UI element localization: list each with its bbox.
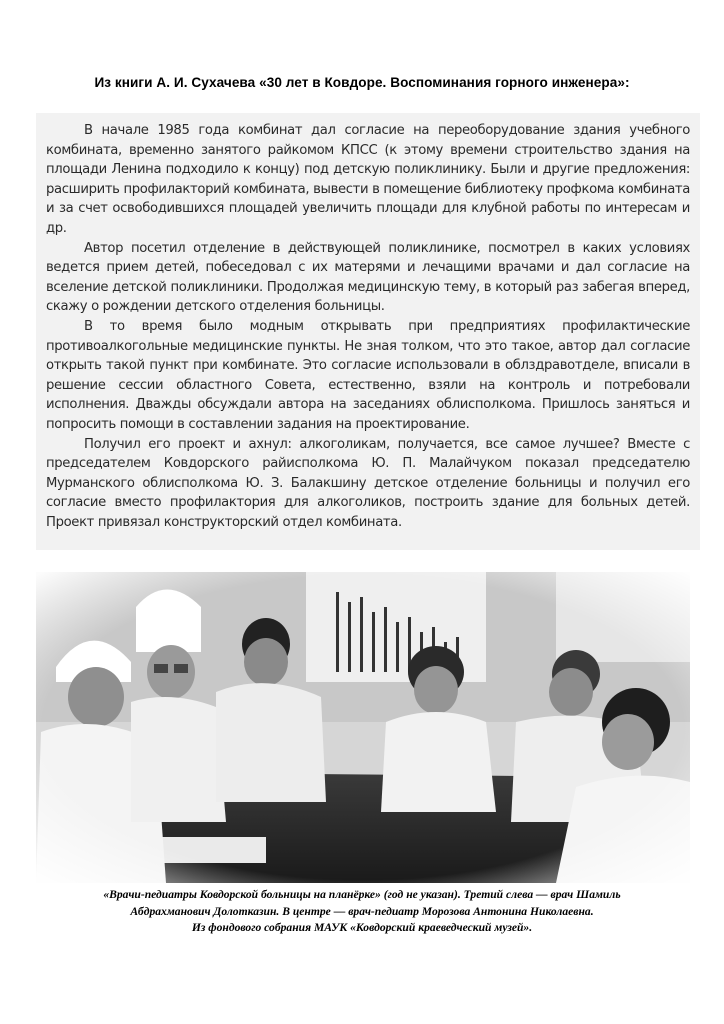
- archive-photo: [36, 572, 690, 883]
- caption-line-3: Из фондового собрания МАУК «Ковдорский краеведческий музей».: [191, 921, 533, 934]
- page-heading: Из книги А. И. Сухачева «30 лет в Ковдоре. Воспоминания горного инженера»:: [94, 75, 630, 90]
- caption-line-2: Абдрахманович Долотказин. В центре — врач-педиатр Морозова Антонина Николаевна.: [130, 904, 594, 918]
- photo-caption: [0, 887, 724, 937]
- excerpt-paragraph-3: В то время было модным открывать при предприятиях профилактические противоалкогольные медицинские пункты. Не зная толком, что это такое, автор дал согласие открыть такой пункт при комбинате. Это согласие использовали в облздравотделе, вписали в решение сессии областного Совета, естественно, взяли на контроль и потребовали исполнения. Дважды обсуждали автора на заседаниях облисполкома. Пришлось заняться и попросить помощи в составлении задания на проектирование.: [46, 318, 690, 432]
- excerpt-paragraph-1: В начале 1985 года комбинат дал согласие на переоборудование здания учебного комбината, временно занятого райкомом КПСС (к этому времени строительство здания на площади Ленина подходило к концу) под детскую поликлинику. Были и другие предложения: расширить профилакторий комбината, вывести в помещение библиотеку профкома комбината и за счет освободившихся площадей увеличить площади для клубной работы по интересам и др.: [46, 123, 690, 236]
- book-excerpt: [36, 113, 700, 550]
- caption-line-1: «Врачи-педиатры Ковдорской больницы на планёрке» (год не указан). Третий слева — врач Шамиль: [103, 888, 621, 901]
- excerpt-paragraph-2: Автор посетил отделение в действующей поликлинике, посмотрел в каких условиях ведется прием детей, побеседовал с их матерями и лечащими врачами и дал согласие на вселение детской поликлиники. Продолжая медицинскую тему, в который раз забегая вперед, скажу о рождении детского отделения больницы.: [46, 240, 690, 315]
- excerpt-paragraph-4: Получил его проект и ахнул: алкоголикам, получается, все самое лучшее? Вместе с председателем Ковдорского райисполкома Ю. П. Малайчуком показал председателю Мурманского облисполкома Ю. З. Балакшину детское отделение больницы и получил его согласие вместо профилактория для алкоголиков, построить здание для больных детей. Проект привязал конструкторский отдел комбината.: [46, 436, 690, 530]
